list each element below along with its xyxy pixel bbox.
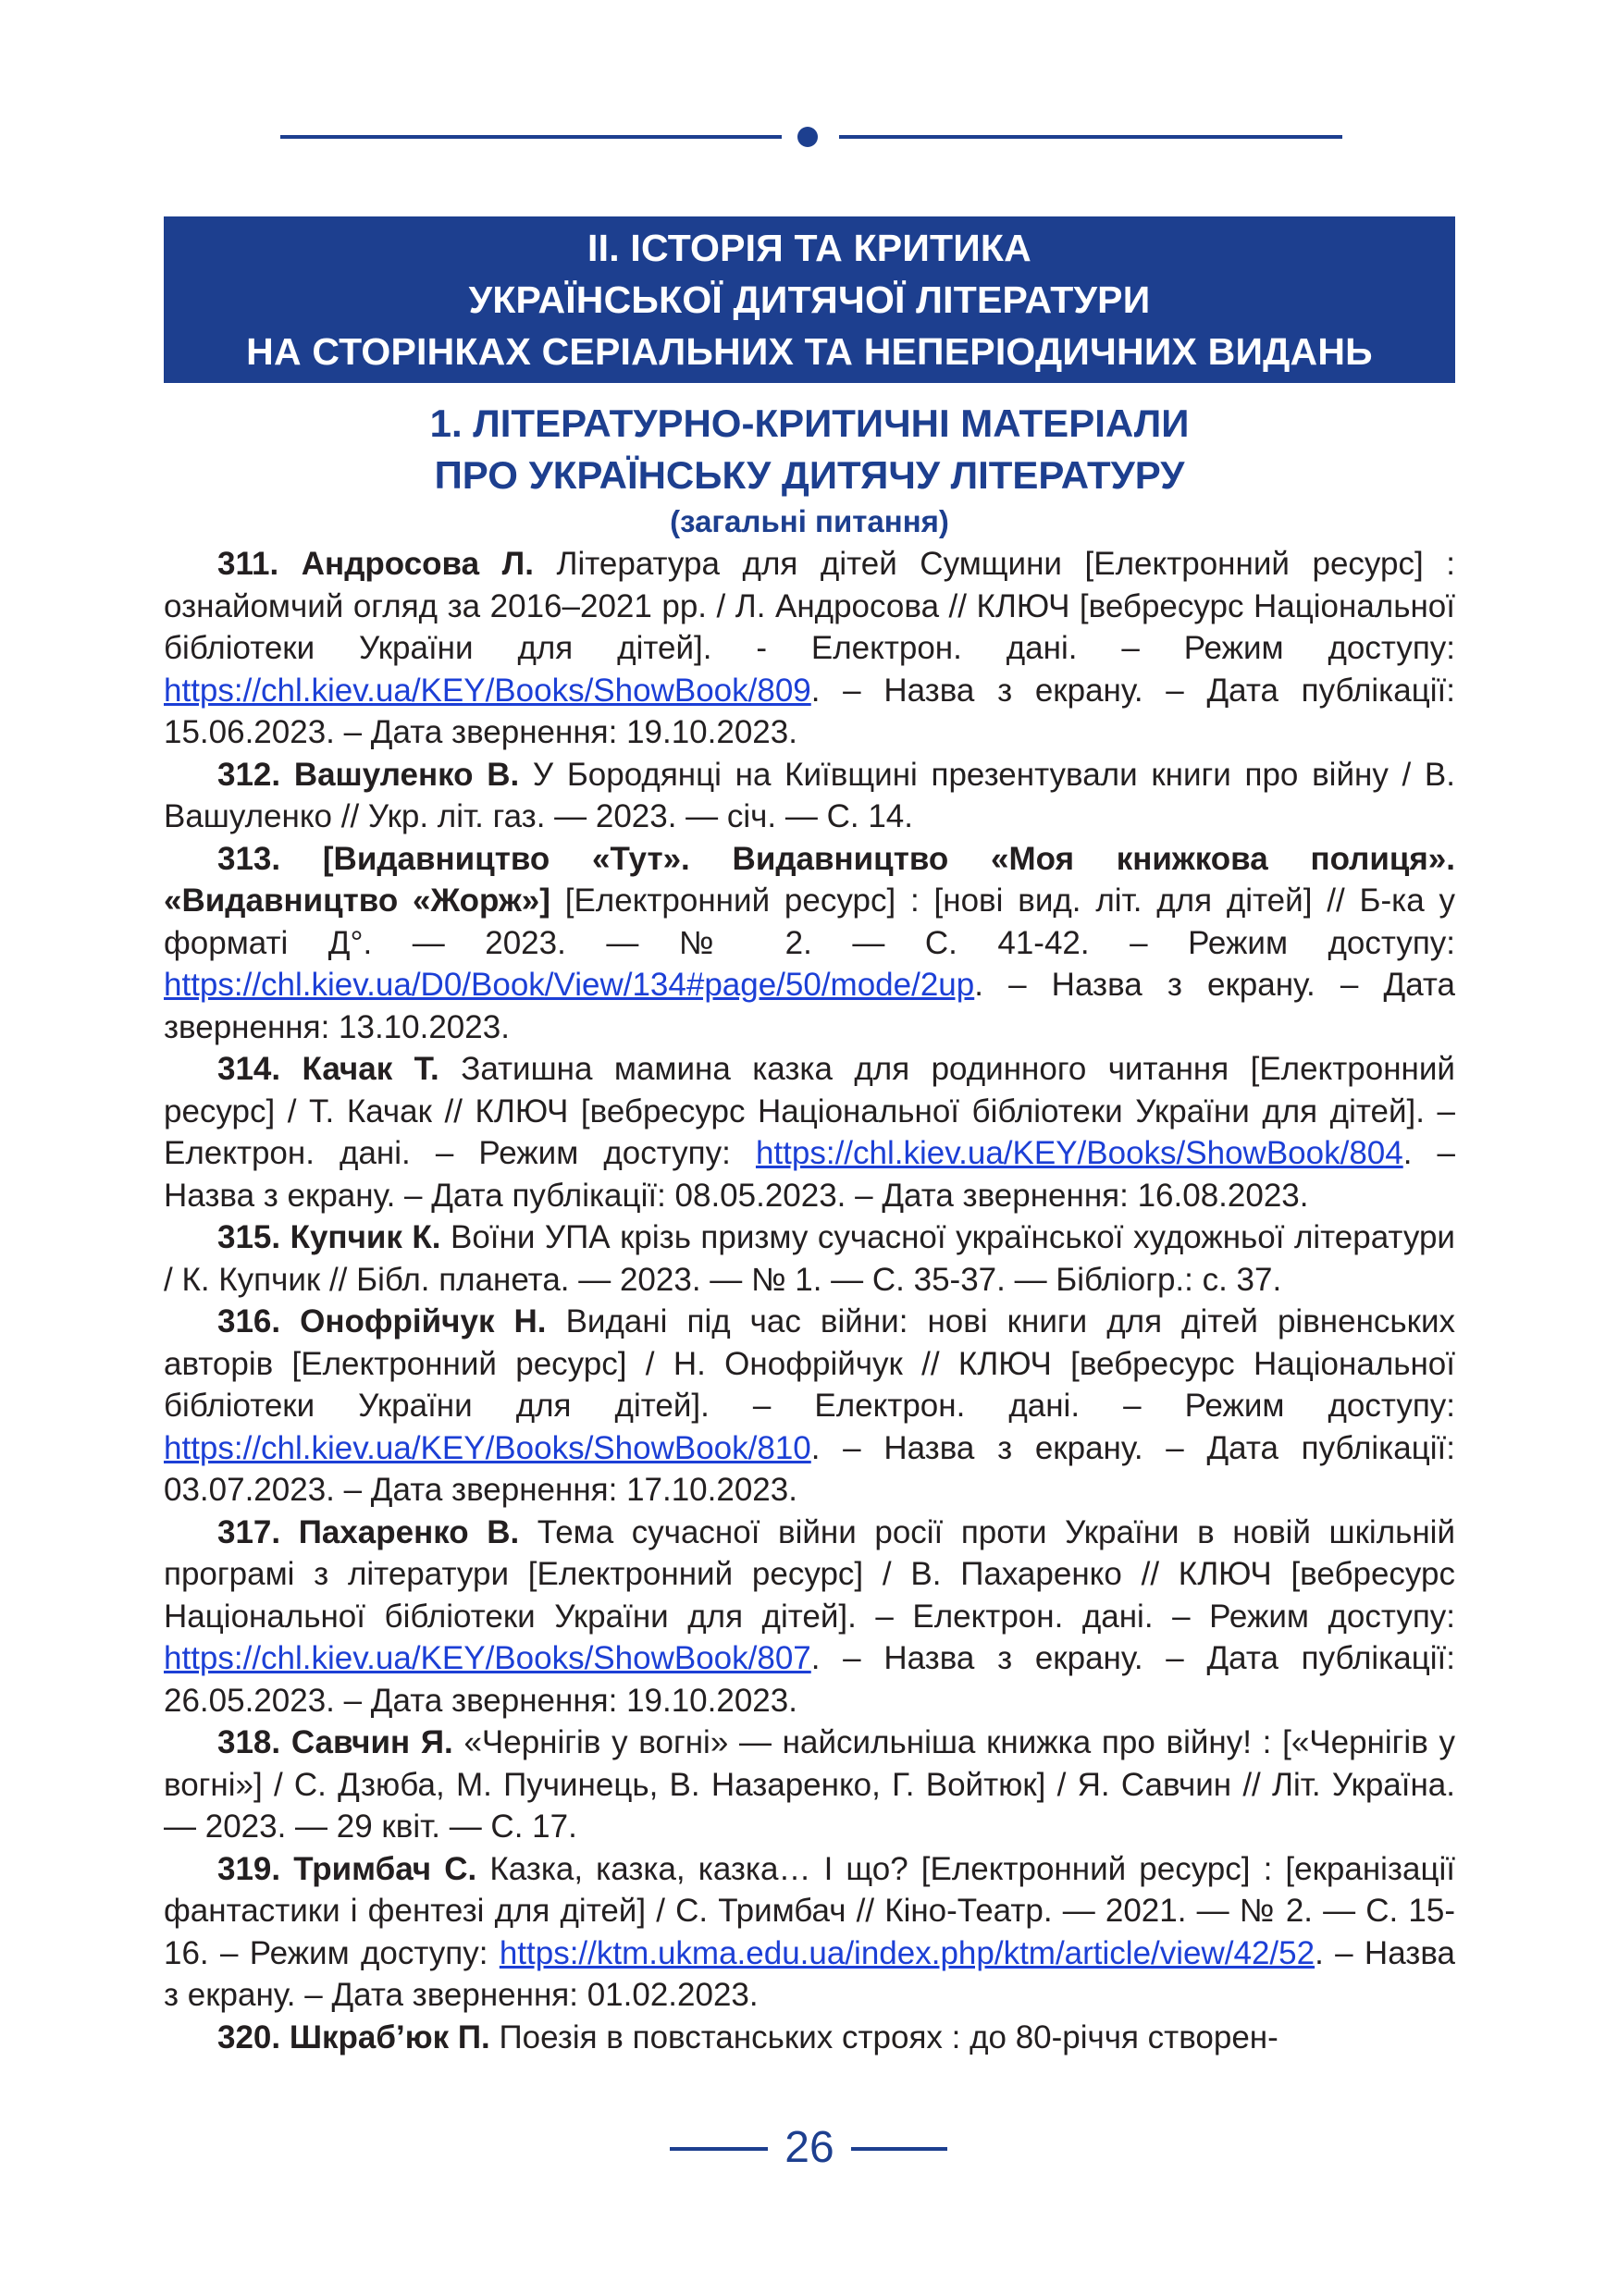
bibliography-entry xyxy=(164,543,1455,754)
entry-text: Поезія в повстанських строях : до 80-річчя створен- xyxy=(499,2018,1278,2055)
entry-tail: . – Назва з екрану. – Дата звернення: 01.02.2023. xyxy=(164,1934,1455,2013)
entry-number: 314. xyxy=(217,1051,281,1087)
section-title-line: ПРО УКРАЇНСЬКУ ДИТЯЧУ ЛІТЕРАТУРУ xyxy=(434,453,1185,497)
entry-tail: . – Назва з екрану. – Дата публікації: 15.06.2023. – Дата звернення: 19.10.2023. xyxy=(164,672,1455,750)
entry-text: [Електронний ресурс] : [нові вид. літ. для дітей] // Б-ка у форматі Д°. — 2023. — № 2. — С. 41-42. – Режим доступу: xyxy=(164,883,1456,961)
section-title-line: 1. ЛІТЕРАТУРНО-КРИТИЧНІ МАТЕРІАЛИ xyxy=(429,401,1190,445)
page-number: 26 xyxy=(784,2123,834,2172)
entry-link[interactable]: https://chl.kiev.ua/KEY/Books/ShowBook/807 xyxy=(164,1640,811,1676)
entry-author: Качак Т. xyxy=(302,1051,439,1087)
ornament-line-right xyxy=(839,135,1342,139)
bibliography-entry xyxy=(164,1848,1455,2017)
entry-link[interactable]: https://chl.kiev.ua/D0/Book/View/134#page/50/mode/2up xyxy=(164,967,975,1003)
entry-author: Шкраб’юк П. xyxy=(289,2018,490,2055)
entry-number: 319. xyxy=(217,1850,281,1887)
bibliography-list xyxy=(164,543,1455,2058)
entry-number: 313. xyxy=(217,840,281,877)
entry-link[interactable]: https://chl.kiev.ua/KEY/Books/ShowBook/804 xyxy=(755,1135,1403,1171)
entry-number: 317. xyxy=(217,1513,281,1550)
entry-author: Андросова Л. xyxy=(301,546,534,582)
entry-tail: . – Назва з екрану. – Дата публікації: 26.05.2023. – Дата звернення: 19.10.2023. xyxy=(164,1640,1455,1719)
chapter-banner xyxy=(164,216,1455,383)
entry-text: У Бородянці на Київщині презентували книги про війну / В. Вашуленко // Укр. літ. газ. — 2023. — січ. — С. 14. xyxy=(164,756,1455,834)
entry-text: Тема сучасної війни росії проти України в новій шкільній програмі з літератури [Електронний ресурс] / В. Пахаренко // КЛЮЧ [вебресурс Національної бібліотеки України для дітей]. – Електрон. дані. – Режим доступу: xyxy=(164,1513,1456,1635)
chapter-title-line: УКРАЇНСЬКОЇ ДИТЯЧОЇ ЛІТЕРАТУРИ xyxy=(468,278,1151,321)
entry-number: 311. xyxy=(217,546,279,582)
entry-author: Савчин Я. xyxy=(290,1724,453,1760)
section-subtitle: (загальні питання) xyxy=(670,504,949,538)
entry-tail: . – Назва з екрану. – Дата публікації: 08.05.2023. – Дата звернення: 16.08.2023. xyxy=(164,1135,1455,1214)
chapter-title-line: НА СТОРІНКАХ СЕРІАЛЬНИХ ТА НЕПЕРІОДИЧНИХ ВИДАНЬ xyxy=(246,330,1373,373)
entry-author: Купчик К. xyxy=(290,1219,441,1255)
entry-text: Казка, казка, казка… І що? [Електронний ресурс] : [екранізації фантастики і фентезі для дітей] / С. Тримбач // Кіно-Театр. — 2021. — № 2. — С. 15-16. – Режим доступу: xyxy=(164,1850,1455,1971)
bibliography-entry xyxy=(164,754,1455,838)
bibliography-entry xyxy=(164,1216,1455,1301)
entry-text: «Чернігів у вогні» — найсильніша книжка про війну! : [«Чернігів у вогні»] / С. Дзюба, М. Пучинець, В. Назаренко, Г. Войтюк] / Я. Савчин // Літ. Україна. — 2023. — 29 квіт. — С. 17. xyxy=(164,1724,1455,1845)
entry-number: 320. xyxy=(217,2018,281,2055)
entry-number: 318. xyxy=(217,1724,281,1760)
entry-author: Пахаренко В. xyxy=(298,1513,520,1550)
entry-link[interactable]: https://chl.kiev.ua/KEY/Books/ShowBook/809 xyxy=(164,672,811,709)
entry-text: Воїни УПА крізь призму сучасної української художньої літератури / К. Купчик // Бібл. планета. — 2023. — № 1. — С. 35-37. — Бібліогр.: с. 37. xyxy=(164,1219,1455,1298)
entry-text: Література для дітей Сумщини [Електронний ресурс] : ознайомчий огляд за 2016–2021 рр. / Л. Андросова // КЛЮЧ [вебресурс Національної бібліотеки України для дітей]. - Електрон. дані. – Режим доступу: xyxy=(164,546,1455,666)
ornament-dot xyxy=(797,127,818,147)
entry-number: 312. xyxy=(217,756,281,793)
entry-tail: . – Назва з екрану. – Дата звернення: 13.10.2023. xyxy=(164,967,1455,1045)
section-title xyxy=(164,398,1455,501)
bibliography-entry xyxy=(164,1301,1455,1512)
bibliography-entry xyxy=(164,1512,1455,1722)
entry-text: Затишна мамина казка для родинного читання [Електронний ресурс] / Т. Качак // КЛЮЧ [вебресурс Національної бібліотеки України для дітей]. – Електрон. дані. – Режим доступу: xyxy=(164,1051,1455,1171)
ornament-line-left xyxy=(280,135,782,139)
entry-number: 316. xyxy=(217,1303,281,1339)
bibliography-entry xyxy=(164,838,1455,1049)
entry-text: Видані під час війни: нові книги для дітей рівненських авторів [Електронний ресурс] / Н. Онофрійчук // КЛЮЧ [вебресурс Національної бібліотеки України для дітей]. – Електрон. дані. – Режим доступу: xyxy=(164,1303,1456,1424)
footer-line-right xyxy=(851,2147,947,2151)
entry-author: Вашуленко В. xyxy=(293,756,520,793)
entry-link[interactable]: https://ktm.ukma.edu.ua/index.php/ktm/article/view/42/52 xyxy=(499,1934,1315,1971)
bibliography-entry xyxy=(164,1722,1455,1848)
entry-number: 315. xyxy=(217,1219,281,1255)
bibliography-entry xyxy=(164,1048,1455,1216)
entry-tail: . – Назва з екрану. – Дата публікації: 03.07.2023. – Дата звернення: 17.10.2023. xyxy=(164,1429,1455,1508)
entry-author: Онофрійчук Н. xyxy=(300,1303,547,1339)
top-ornament xyxy=(280,127,1342,147)
chapter-title-line: II. ІСТОРІЯ ТА КРИТИКА xyxy=(587,227,1031,269)
entry-link[interactable]: https://chl.kiev.ua/KEY/Books/ShowBook/810 xyxy=(164,1429,811,1466)
bibliography-entry xyxy=(164,2017,1455,2059)
entry-author: Тримбач С. xyxy=(293,1850,477,1887)
entry-author: [Видавництво «Тут». Видавництво «Моя книжкова полиця». «Видавництво «Жорж»] xyxy=(164,840,1455,919)
footer-line-left xyxy=(670,2147,768,2151)
page-footer xyxy=(670,2120,947,2176)
